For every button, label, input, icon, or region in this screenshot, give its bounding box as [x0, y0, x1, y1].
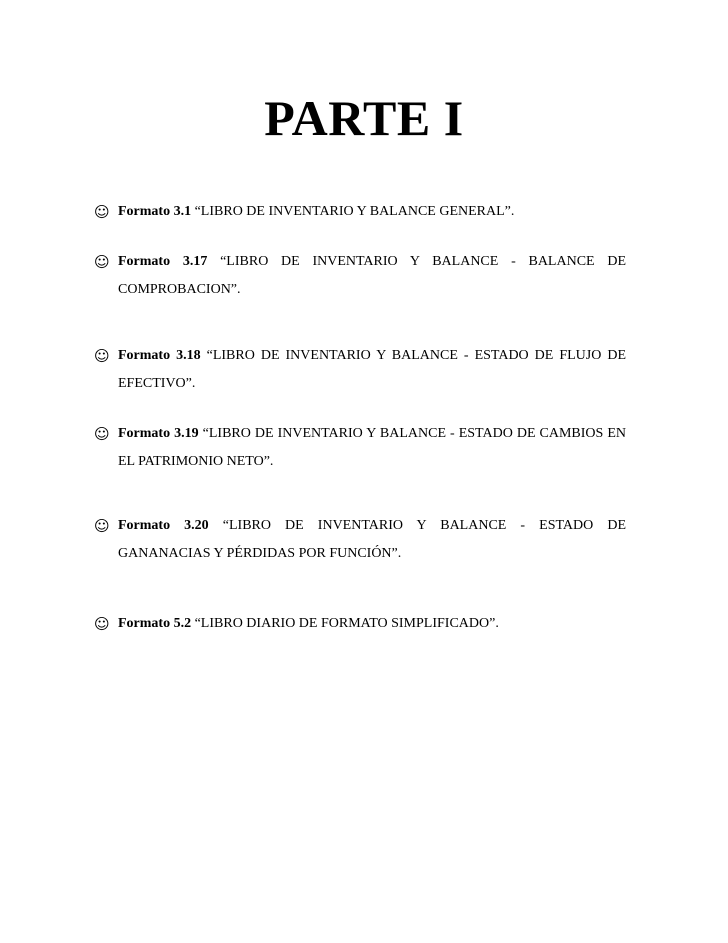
- page-title: PARTE I: [264, 90, 464, 146]
- format-number: Formato 5.2: [118, 616, 192, 631]
- smiley-icon: ☺: [94, 615, 110, 633]
- format-description: “LIBRO DIARIO DE FORMATO SIMPLIFICADO”.: [194, 616, 499, 631]
- format-description: “LIBRO DE INVENTARIO Y BALANCE - BALANCE DE COMPROBACION”.: [118, 254, 626, 297]
- format-description: “LIBRO DE INVENTARIO Y BALANCE - ESTADO DE CAMBIOS EN EL PATRIMONIO NETO”.: [118, 426, 627, 469]
- smiley-icon: ☺: [94, 203, 110, 221]
- format-description: “LIBRO DE INVENTARIO Y BALANCE - ESTADO DE GANANACIAS Y PÉRDIDAS POR FUNCIÓN”.: [118, 518, 627, 561]
- list-item: [94, 610, 626, 638]
- format-description: “LIBRO DE INVENTARIO Y BALANCE - ESTADO DE FLUJO DE EFECTIVO”.: [118, 348, 627, 391]
- list-item: [94, 512, 627, 568]
- list-item: [94, 420, 627, 476]
- smiley-icon: ☺: [94, 347, 110, 365]
- format-number: Formato 3.18: [118, 348, 201, 363]
- format-number: Formato 3.20: [118, 518, 209, 533]
- smiley-icon: ☺: [94, 517, 110, 535]
- format-number: Formato 3.19: [118, 426, 199, 441]
- list-item: [94, 198, 626, 226]
- format-description: “LIBRO DE INVENTARIO Y BALANCE GENERAL”.: [194, 204, 515, 219]
- smiley-icon: ☺: [94, 425, 110, 443]
- format-number: Formato 3.17: [118, 254, 208, 269]
- smiley-icon: ☺: [94, 253, 110, 271]
- list-item: [94, 248, 626, 304]
- format-number: Formato 3.1: [118, 204, 192, 219]
- list-item: [94, 342, 627, 398]
